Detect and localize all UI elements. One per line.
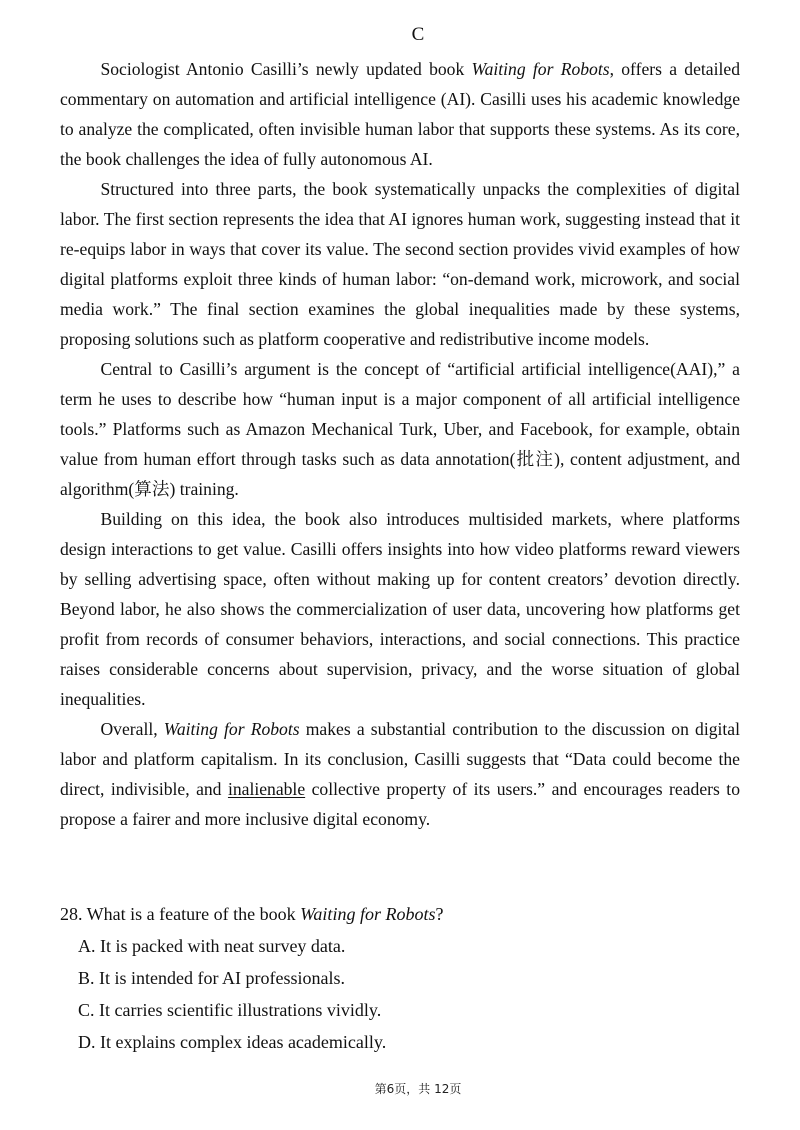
- paragraph-5-text-a: Overall,: [100, 719, 164, 739]
- option-d: D. It explains complex ideas academically.: [78, 1032, 387, 1052]
- book-title: Waiting for Robots: [163, 719, 300, 739]
- paragraph-5-text-b: makes a substantial contribution to the discussion on digital labor and platform capitalism. In its conclusion, Casilli suggests that “Data could become the direct, indivisible, and: [60, 719, 741, 799]
- underlined-word: inalienable: [227, 779, 306, 799]
- paragraph-5-text-c: collective property of its users.” and encourages readers to propose a fairer and more inclusive digital economy.: [60, 779, 740, 829]
- page-footer: 第6页，共 12页: [374, 1082, 462, 1096]
- paragraph-2: Structured into three parts, the book systematically unpacks the complexities of digital labor. The first section represents the idea that AI ignores human work, suggesting instead that it re-equips labor in ways that cover its value. The second section provides vivid examples of how digital platforms exploit three kinds of human labor: “on-demand work, microwork, and social media work.” The final section examines the global inequalities made by these systems, proposing solutions such as platform cooperative and redistributive income models.: [60, 179, 740, 349]
- book-title: Waiting for Robots: [471, 59, 610, 79]
- paragraph-5: [60, 714, 740, 834]
- answer-options: [60, 930, 740, 1058]
- paragraph-1: [60, 54, 740, 174]
- paragraph-1-text-b: , offers a detailed commentary on automation and artificial intelligence (AI). Casilli uses his academic knowledge to analyze the complicated, often invisible human labor that supports these systems. As its core, the book challenges the idea of fully autonomous AI.: [60, 59, 740, 169]
- option-c: C. It carries scientific illustrations vividly.: [78, 1000, 382, 1020]
- paragraph-1-text-a: Sociologist Antonio Casilli’s newly updated book: [100, 59, 472, 79]
- question-stem-text-b: ?: [435, 904, 444, 924]
- question-number: 28.: [60, 904, 83, 924]
- option-b: B. It is intended for AI professionals.: [78, 968, 345, 988]
- section-letter: C: [411, 24, 425, 45]
- question-28: [60, 899, 740, 1058]
- option-a: A. It is packed with neat survey data.: [78, 936, 346, 956]
- paragraph-3: Central to Casilli’s argument is the concept of “artificial artificial intelligence(AAI),” a term he uses to describe how “human input is a major component of all artificial intelligence tools.” Platforms such as Amazon Mechanical Turk, Uber, and Facebook, for example, obtain value from human effort through tasks such as data annotation(批注), content adjustment, and algorithm(算法) training.: [60, 359, 740, 499]
- reading-passage: [60, 54, 740, 834]
- question-stem-text-a: What is a feature of the book: [82, 904, 301, 924]
- question-stem: [60, 899, 740, 930]
- paragraph-4: Building on this idea, the book also introduces multisided markets, where platforms design interactions to get value. Casilli offers insights into how video platforms reward viewers by selling advertising space, often without making up for content creators’ devotion directly. Beyond labor, he also shows the commercialization of user data, uncovering how platforms get profit from records of consumer behaviors, interactions, and social connections. This practice raises considerable concerns about supervision, privacy, and the worse situation of global inequalities.: [60, 509, 740, 709]
- question-book-title: Waiting for Robots: [300, 904, 436, 924]
